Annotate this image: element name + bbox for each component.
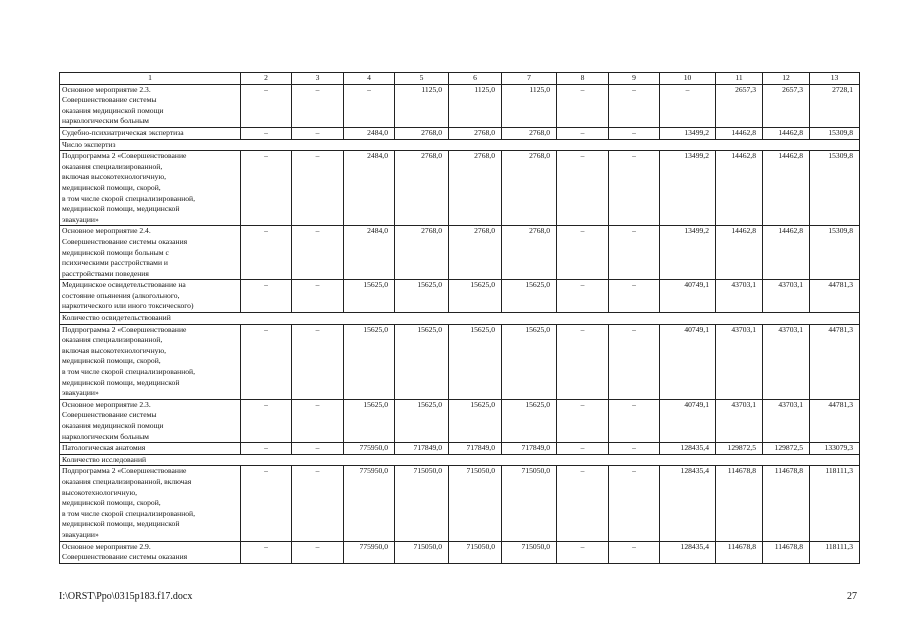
- value-cell: 43703,1: [716, 399, 763, 442]
- value-cell: 114678,8: [763, 541, 810, 563]
- value-cell: 114678,8: [716, 466, 763, 541]
- header-cell: 4: [344, 73, 395, 85]
- value-cell: 2768,0: [502, 151, 557, 226]
- dash-cell: –: [557, 151, 609, 226]
- row-label: Судебно-психиатрическая экспертиза: [60, 127, 241, 139]
- dash-cell: –: [609, 151, 660, 226]
- table-row: [60, 84, 860, 127]
- value-cell: 15625,0: [344, 324, 395, 399]
- value-cell: 13499,2: [660, 226, 716, 280]
- value-cell: 13499,2: [660, 151, 716, 226]
- value-cell: 13499,2: [660, 127, 716, 139]
- value-cell: 14462,8: [716, 151, 763, 226]
- value-cell: 14462,8: [763, 127, 810, 139]
- value-cell: 1125,0: [502, 84, 557, 127]
- header-cell: 9: [609, 73, 660, 85]
- value-cell: 717849,0: [502, 443, 557, 455]
- dash-cell: –: [609, 466, 660, 541]
- value-cell: 2657,3: [763, 84, 810, 127]
- footer-file-path: I:\ORST\Ppo\0315p183.f17.docx: [59, 591, 193, 602]
- header-cell: 13: [810, 73, 860, 85]
- value-cell: 2768,0: [395, 226, 449, 280]
- value-cell: 44781,3: [810, 324, 860, 399]
- dash-cell: –: [292, 127, 344, 139]
- row-label: Подпрограмма 2 «Совершенствование оказания специализированной, включая высокотехнологичную, медицинской помощи, скорой, в том числе скорой специализированной, медицинской помощи, медицинской эвакуации»: [60, 151, 241, 226]
- dash-cell: –: [557, 466, 609, 541]
- header-cell: 6: [449, 73, 502, 85]
- value-cell: 40749,1: [660, 280, 716, 313]
- header-cell: 8: [557, 73, 609, 85]
- value-cell: 15625,0: [502, 324, 557, 399]
- value-cell: 14462,8: [716, 127, 763, 139]
- value-cell: 15625,0: [449, 324, 502, 399]
- value-cell: 43703,1: [763, 324, 810, 399]
- dash-cell: –: [241, 443, 292, 455]
- dash-cell: –: [292, 280, 344, 313]
- value-cell: 2768,0: [449, 127, 502, 139]
- row-label: Медицинское освидетельствование на состояние опьянения (алкогольного, наркотического или иного токсического): [60, 280, 241, 313]
- value-cell: 15625,0: [344, 280, 395, 313]
- dash-cell: –: [557, 226, 609, 280]
- value-cell: 14462,8: [763, 226, 810, 280]
- header-cell: 11: [716, 73, 763, 85]
- value-cell: 715050,0: [395, 466, 449, 541]
- value-cell: 15309,8: [810, 151, 860, 226]
- dash-cell: –: [292, 226, 344, 280]
- value-cell: 1125,0: [449, 84, 502, 127]
- value-cell: 717849,0: [395, 443, 449, 455]
- row-label: Основное мероприятие 2.3. Совершенствование системы оказания медицинской помощи наркологическим больным: [60, 84, 241, 127]
- dash-cell: –: [609, 443, 660, 455]
- value-cell: 14462,8: [763, 151, 810, 226]
- value-cell: 775950,0: [344, 541, 395, 563]
- value-cell: 15625,0: [449, 399, 502, 442]
- dash-cell: –: [292, 84, 344, 127]
- section-row: [60, 313, 860, 325]
- header-cell: 2: [241, 73, 292, 85]
- value-cell: 2768,0: [395, 151, 449, 226]
- section-title: Число экспертиз: [60, 139, 860, 151]
- header-cell: 3: [292, 73, 344, 85]
- value-cell: 43703,1: [763, 399, 810, 442]
- value-cell: 717849,0: [449, 443, 502, 455]
- table-row: [60, 226, 860, 280]
- value-cell: 118111,3: [810, 466, 860, 541]
- table-header-row: [60, 73, 860, 85]
- value-cell: 15625,0: [395, 399, 449, 442]
- header-cell: 5: [395, 73, 449, 85]
- table-row: [60, 443, 860, 455]
- dash-cell: –: [241, 324, 292, 399]
- dash-cell: –: [241, 226, 292, 280]
- dash-cell: –: [609, 226, 660, 280]
- dash-cell: –: [344, 84, 395, 127]
- row-label: Основное мероприятие 2.4. Совершенствование системы оказания медицинской помощи больным с психическими расстройствами и расстройствами поведения: [60, 226, 241, 280]
- dash-cell: –: [609, 127, 660, 139]
- section-row: [60, 139, 860, 151]
- dash-cell: –: [557, 324, 609, 399]
- value-cell: 129872,5: [763, 443, 810, 455]
- dash-cell: –: [292, 466, 344, 541]
- dash-cell: –: [557, 541, 609, 563]
- value-cell: 129872,5: [716, 443, 763, 455]
- data-table: [59, 72, 860, 564]
- table-row: [60, 127, 860, 139]
- dash-cell: –: [241, 541, 292, 563]
- dash-cell: –: [241, 399, 292, 442]
- value-cell: 40749,1: [660, 324, 716, 399]
- value-cell: 715050,0: [395, 541, 449, 563]
- value-cell: 775950,0: [344, 443, 395, 455]
- value-cell: 15625,0: [449, 280, 502, 313]
- value-cell: 43703,1: [716, 324, 763, 399]
- header-cell: 7: [502, 73, 557, 85]
- table-row: [60, 280, 860, 313]
- value-cell: 114678,8: [716, 541, 763, 563]
- dash-cell: –: [660, 84, 716, 127]
- section-row: [60, 454, 860, 466]
- value-cell: 15625,0: [395, 280, 449, 313]
- header-cell: 10: [660, 73, 716, 85]
- table-row: [60, 324, 860, 399]
- value-cell: 2484,0: [344, 127, 395, 139]
- value-cell: 2768,0: [449, 226, 502, 280]
- value-cell: 15309,8: [810, 226, 860, 280]
- value-cell: 2657,3: [716, 84, 763, 127]
- value-cell: 715050,0: [502, 541, 557, 563]
- dash-cell: –: [241, 151, 292, 226]
- dash-cell: –: [557, 84, 609, 127]
- value-cell: 715050,0: [502, 466, 557, 541]
- dash-cell: –: [292, 324, 344, 399]
- header-cell: 1: [60, 73, 241, 85]
- section-title: Количество исследований: [60, 454, 860, 466]
- value-cell: 15625,0: [502, 399, 557, 442]
- value-cell: 114678,8: [763, 466, 810, 541]
- table-body: [60, 73, 860, 564]
- footer-page-number: 27: [847, 591, 857, 602]
- value-cell: 128435,4: [660, 466, 716, 541]
- dash-cell: –: [609, 399, 660, 442]
- row-label: Основное мероприятие 2.3. Совершенствование системы оказания медицинской помощи наркологическим больным: [60, 399, 241, 442]
- dash-cell: –: [241, 84, 292, 127]
- value-cell: 128435,4: [660, 443, 716, 455]
- value-cell: 2484,0: [344, 226, 395, 280]
- dash-cell: –: [557, 127, 609, 139]
- dash-cell: –: [292, 541, 344, 563]
- dash-cell: –: [557, 280, 609, 313]
- value-cell: 2728,1: [810, 84, 860, 127]
- table-row: [60, 399, 860, 442]
- dash-cell: –: [241, 466, 292, 541]
- value-cell: 2768,0: [449, 151, 502, 226]
- row-label: Подпрограмма 2 «Совершенствование оказания специализированной, включая высокотехнологичную, медицинской помощи, скорой, в том числе скорой специализированной, медицинской помощи, медицинской эвакуации»: [60, 324, 241, 399]
- value-cell: 44781,3: [810, 280, 860, 313]
- value-cell: 2768,0: [502, 127, 557, 139]
- table-row: [60, 541, 860, 563]
- dash-cell: –: [241, 280, 292, 313]
- value-cell: 44781,3: [810, 399, 860, 442]
- value-cell: 2484,0: [344, 151, 395, 226]
- value-cell: 2768,0: [395, 127, 449, 139]
- value-cell: 43703,1: [763, 280, 810, 313]
- table-row: [60, 151, 860, 226]
- dash-cell: –: [292, 443, 344, 455]
- section-title: Количество освидетельствований: [60, 313, 860, 325]
- table-row: [60, 466, 860, 541]
- row-label: Основное мероприятие 2.9. Совершенствование системы оказания: [60, 541, 241, 563]
- row-label: Патологическая анатомия: [60, 443, 241, 455]
- dash-cell: –: [609, 280, 660, 313]
- value-cell: 40749,1: [660, 399, 716, 442]
- row-label: Подпрограмма 2 «Совершенствование оказания специализированной, включая высокотехнологичную, медицинской помощи, скорой, в том числе скорой специализированной, медицинской помощи, медицинской эвакуации»: [60, 466, 241, 541]
- dash-cell: –: [557, 443, 609, 455]
- value-cell: 1125,0: [395, 84, 449, 127]
- value-cell: 14462,8: [716, 226, 763, 280]
- value-cell: 128435,4: [660, 541, 716, 563]
- dash-cell: –: [292, 151, 344, 226]
- value-cell: 118111,3: [810, 541, 860, 563]
- value-cell: 775950,0: [344, 466, 395, 541]
- dash-cell: –: [292, 399, 344, 442]
- value-cell: 133079,3: [810, 443, 860, 455]
- dash-cell: –: [609, 541, 660, 563]
- value-cell: 15625,0: [395, 324, 449, 399]
- header-cell: 12: [763, 73, 810, 85]
- value-cell: 2768,0: [502, 226, 557, 280]
- dash-cell: –: [557, 399, 609, 442]
- dash-cell: –: [241, 127, 292, 139]
- value-cell: 15625,0: [344, 399, 395, 442]
- value-cell: 715050,0: [449, 541, 502, 563]
- dash-cell: –: [609, 324, 660, 399]
- value-cell: 43703,1: [716, 280, 763, 313]
- dash-cell: –: [609, 84, 660, 127]
- value-cell: 715050,0: [449, 466, 502, 541]
- value-cell: 15625,0: [502, 280, 557, 313]
- value-cell: 15309,8: [810, 127, 860, 139]
